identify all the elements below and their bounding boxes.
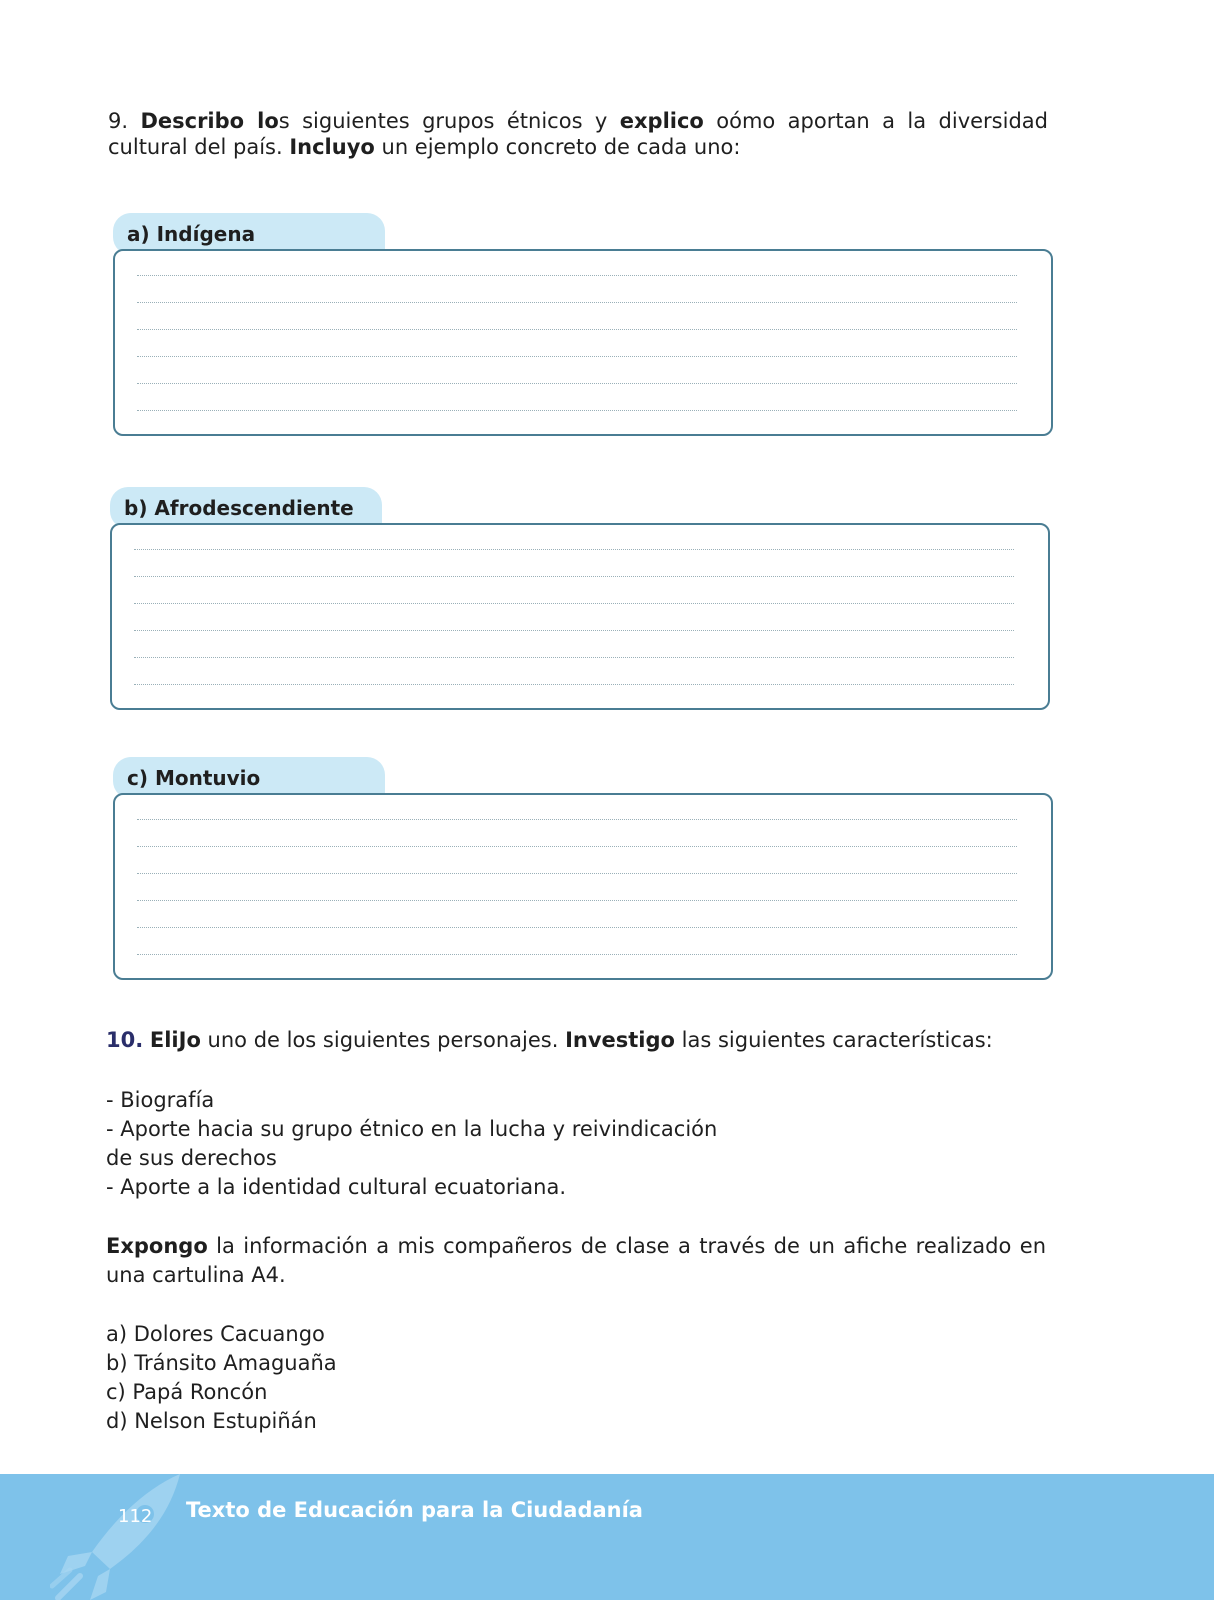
keyword-expongo: Expongo: [106, 1234, 208, 1258]
expongo-instruction: [106, 1232, 1046, 1290]
list-item: c) Papá Roncón: [106, 1380, 268, 1404]
keyword-investigo: Investigo: [565, 1028, 675, 1052]
list-item: - Biografía: [106, 1088, 215, 1112]
prompt-text: un ejemplo concreto de cada uno:: [374, 135, 741, 159]
question-10-prompt: [106, 1028, 993, 1052]
page-footer: [0, 1474, 1214, 1600]
book-title: Texto de Educación para la Ciudadanía: [186, 1498, 643, 1522]
writing-line: [137, 275, 1017, 276]
writing-line: [134, 603, 1014, 604]
writing-line: [137, 927, 1017, 928]
writing-line: [134, 657, 1014, 658]
writing-line: [137, 900, 1017, 901]
writing-line: [137, 356, 1017, 357]
prompt-text: uno de los siguientes personajes.: [200, 1028, 566, 1052]
list-item: - Aporte hacia su grupo étnico en la lucha y reivindicación de sus derechos: [106, 1117, 718, 1170]
question-number: 9.: [108, 109, 129, 133]
answer-box-indigena[interactable]: [113, 249, 1053, 436]
list-item: b) Tránsito Amaguaña: [106, 1351, 337, 1375]
characteristics-list: [106, 1086, 746, 1202]
keyword-incluyo: Incluyo: [289, 135, 375, 159]
box-label: b) Afrodescendiente: [124, 496, 354, 520]
answer-box-montuvio[interactable]: [113, 793, 1053, 980]
prompt-text: oómo aportan a la diversidad cultural del país.: [108, 109, 1048, 159]
list-item: - Aporte a la identidad cultural ecuatoriana.: [106, 1175, 567, 1199]
instruction-text: la información a mis compañeros de clase a través de un afiche realizado en una cartulina A4.: [106, 1234, 1046, 1287]
keyword-explico: explico: [619, 109, 704, 133]
writing-line: [137, 954, 1017, 955]
writing-line: [137, 383, 1017, 384]
rocket-icon: [50, 1474, 190, 1600]
writing-line: [137, 819, 1017, 820]
box-label: a) Indígena: [127, 222, 256, 246]
writing-line: [137, 302, 1017, 303]
writing-line: [137, 329, 1017, 330]
writing-line: [137, 846, 1017, 847]
list-item: a) Dolores Cacuango: [106, 1322, 325, 1346]
list-item: d) Nelson Estupiñán: [106, 1409, 317, 1433]
page-number: 112: [118, 1506, 153, 1527]
question-number: 10.: [106, 1028, 144, 1052]
writing-line: [134, 576, 1014, 577]
writing-line: [137, 410, 1017, 411]
keyword-elijo: EliJo: [149, 1028, 201, 1052]
writing-line: [137, 873, 1017, 874]
writing-line: [134, 549, 1014, 550]
writing-line: [134, 630, 1014, 631]
writing-line: [134, 684, 1014, 685]
prompt-text: las siguientes características:: [674, 1028, 993, 1052]
box-label: c) Montuvio: [127, 766, 261, 790]
answer-box-afrodescendiente[interactable]: [110, 523, 1050, 710]
question-9-prompt: [108, 108, 1048, 160]
prompt-text: s siguientes grupos étnicos y: [278, 109, 620, 133]
keyword-describo: Describo lo: [140, 109, 279, 133]
personajes-list: [106, 1320, 337, 1436]
